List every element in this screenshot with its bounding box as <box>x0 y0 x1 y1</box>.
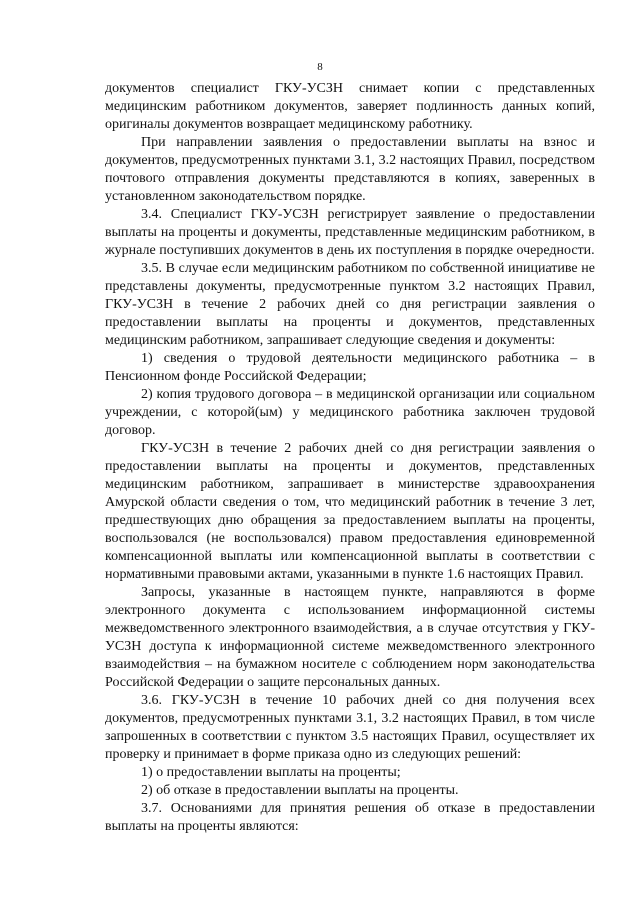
document-body <box>105 80 595 836</box>
paragraph-postal-submission: При направлении заявления о предоставлении выплаты на взнос и документов, предусмотренных пунктами 3.1, 3.2 настоящих Правил, посредством почтового отправления документы представляются в копиях, заверенных в установленном законодательством порядке. <box>105 135 595 204</box>
list-item-refusal-decision: 2) об отказе в предоставлении выплаты на проценты. <box>141 783 459 798</box>
paragraph-3-4: 3.4. Специалист ГКУ-УСЗН регистрирует заявление о предоставлении выплаты на проценты и документы, представленные медицинским работником, в журнале поступивших документов в день их поступления в порядке очередности. <box>105 207 595 258</box>
list-item-labor-contract: 2) копия трудового договора – в медицинской организации или социальном учреждении, с которой(ым) у медицинского работника заключен трудовой договор. <box>105 387 595 438</box>
paragraph-3-5: 3.5. В случае если медицинским работником по собственной инициативе не представлены документы, предусмотренные пунктом 3.2 настоящих Правил, ГКУ-УСЗН в течение 2 рабочих дней со дня регистрации заявления о предоставлении выплаты на проценты и документов, представленных медицинским работником, запрашивает следующие сведения и документы: <box>105 261 595 348</box>
paragraph-3-6: 3.6. ГКУ-УСЗН в течение 10 рабочих дней со дня получения всех документов, предусмотренных пунктами 3.1, 3.2 настоящих Правил, в том числе запрошенных в соответствии с пунктом 3.5 настоящих Правил, осуществляет их проверку и принимает в форме приказа одно из следующих решений: <box>105 693 595 762</box>
page-number: 8 <box>317 61 323 73</box>
paragraph-requests: Запросы, указанные в настоящем пункте, направляются в форме электронного документа с использованием информационной системы межведомственного электронного взаимодействия, а в случае отсутствия у ГКУ-УСЗН доступа к информационной системе межведомственного электронного взаимодействия – на бумажном носителе с соблюдением норм законодательства Российской Федерации о защите персональных данных. <box>105 585 595 690</box>
paragraph-3-7: 3.7. Основаниями для принятия решения об отказе в предоставлении выплаты на проценты являются: <box>105 801 595 834</box>
paragraph-ministry-request: ГКУ-УСЗН в течение 2 рабочих дней со дня регистрации заявления о предоставлении выплаты на проценты и документов, представленных медицинским работником, запрашивает в министерстве здравоохранения Амурской области сведения о том, что медицинский работник в течение 3 лет, предшествующих дню обращения за предоставлением выплаты на проценты, воспользовался (не воспользовался) правом предоставления единовременной компенсационной выплаты или компенсационной выплаты в соответствии с нормативными правовыми актами, указанными в пункте 1.6 настоящих Правил. <box>105 441 595 582</box>
paragraph-continuation: документов специалист ГКУ-УСЗН снимает копии с представленных медицинским работником документов, заверяет подлинность данных копий, оригиналы документов возвращает медицинскому работнику. <box>105 81 595 132</box>
list-item-grant-decision: 1) о предоставлении выплаты на проценты; <box>141 765 401 780</box>
list-item-pension-fund: 1) сведения о трудовой деятельности медицинского работника – в Пенсионном фонде Российской Федерации; <box>105 351 595 384</box>
